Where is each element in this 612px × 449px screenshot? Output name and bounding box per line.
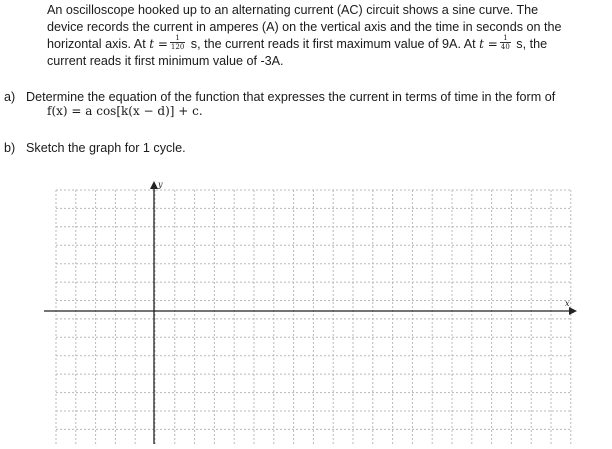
question-a xyxy=(4,89,555,105)
question-b xyxy=(4,140,186,156)
coordinate-grid xyxy=(44,176,584,444)
grid-lines xyxy=(56,190,572,444)
fraction-1-40 xyxy=(500,34,511,51)
problem-line-1: An oscilloscope hooked up to an alternating current (AC) circuit shows a sine curve. The xyxy=(47,3,539,17)
fraction-1-numerator: 1 xyxy=(170,34,185,43)
fraction-2-denominator: 40 xyxy=(500,43,510,52)
problem-line-3 xyxy=(47,36,612,53)
graph-area xyxy=(44,176,584,444)
time-variable-2: t = xyxy=(479,37,498,51)
question-b-text: Sketch the graph for 1 cycle. xyxy=(26,141,186,155)
question-b-tag: b) xyxy=(4,141,16,155)
fraction-1-120 xyxy=(170,34,185,51)
fraction-1-denominator: 120 xyxy=(170,43,185,52)
question-a-tag: a) xyxy=(4,90,16,104)
question-a-text: Determine the equation of the function that expresses the current in terms of time in the form of xyxy=(26,90,556,104)
x-axis-arrow xyxy=(569,307,577,315)
problem-statement xyxy=(47,2,612,70)
problem-line-4: current reads it first minimum value of -3A. xyxy=(47,54,284,69)
problem-line-3-c: s, the xyxy=(512,37,548,51)
y-axis-label: y xyxy=(158,180,163,189)
problem-line-3-a: horizontal axis. At xyxy=(47,37,150,51)
fraction-2-numerator: 1 xyxy=(500,34,511,43)
question-a-formula: f(x) = a cos[k(x − d)] + c. xyxy=(47,104,203,118)
x-axis-label: x xyxy=(565,299,570,308)
problem-line-3-b: s, the current reads it first maximum value of 9A. At xyxy=(187,37,480,51)
problem-line-2: device records the current in amperes (A) on the vertical axis and the time in seconds on the xyxy=(47,20,562,34)
time-variable-1: t = xyxy=(149,37,168,51)
y-axis-arrow xyxy=(150,181,158,189)
